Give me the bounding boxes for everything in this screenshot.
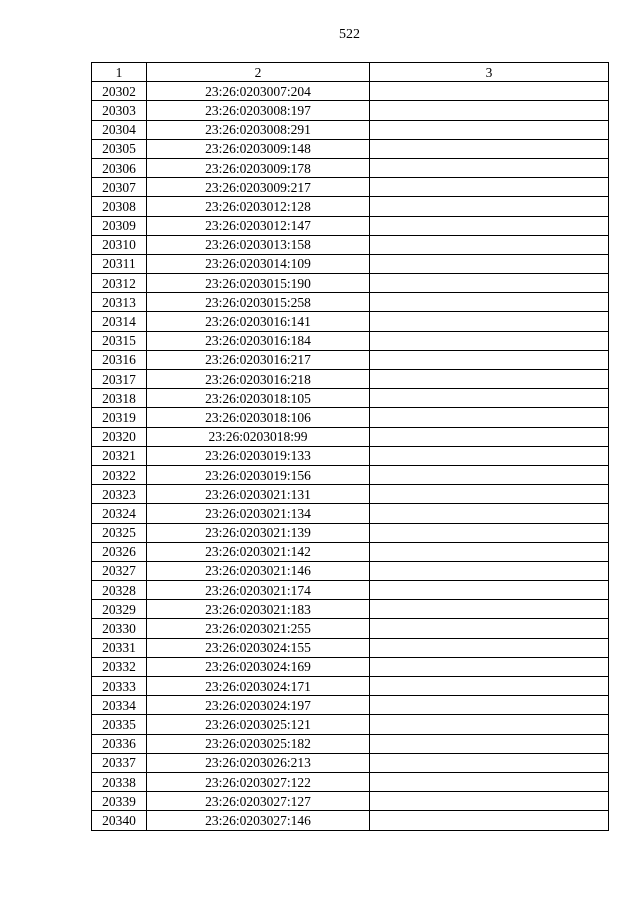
row-number-cell: 20305: [92, 139, 147, 158]
table-row: [92, 485, 609, 504]
cadastral-number-cell: 23:26:0203019:133: [147, 446, 370, 465]
table-row: [92, 638, 609, 657]
table-row: [92, 753, 609, 772]
cadastral-number-cell: 23:26:0203025:121: [147, 715, 370, 734]
notes-cell: [370, 561, 609, 580]
cadastral-number-cell: 23:26:0203016:184: [147, 331, 370, 350]
table-row: [92, 657, 609, 676]
table-row: [92, 446, 609, 465]
notes-cell: [370, 158, 609, 177]
row-number-cell: 20329: [92, 600, 147, 619]
notes-cell: [370, 178, 609, 197]
row-number-cell: 20308: [92, 197, 147, 216]
cadastral-number-cell: 23:26:0203014:109: [147, 254, 370, 273]
column-header-3: 3: [370, 63, 609, 82]
row-number-cell: 20304: [92, 120, 147, 139]
cadastral-number-cell: 23:26:0203021:174: [147, 581, 370, 600]
table-row: [92, 331, 609, 350]
row-number-cell: 20315: [92, 331, 147, 350]
cadastral-number-cell: 23:26:0203021:134: [147, 504, 370, 523]
row-number-cell: 20330: [92, 619, 147, 638]
notes-cell: [370, 715, 609, 734]
cadastral-number-cell: 23:26:0203027:122: [147, 772, 370, 791]
notes-cell: [370, 254, 609, 273]
notes-cell: [370, 792, 609, 811]
cadastral-number-cell: 23:26:0203025:182: [147, 734, 370, 753]
cadastral-number-cell: 23:26:0203024:197: [147, 696, 370, 715]
notes-cell: [370, 370, 609, 389]
notes-cell: [370, 677, 609, 696]
cadastral-number-cell: 23:26:0203007:204: [147, 82, 370, 101]
cadastral-number-cell: 23:26:0203027:127: [147, 792, 370, 811]
table-row: [92, 370, 609, 389]
row-number-cell: 20317: [92, 370, 147, 389]
table-row: [92, 581, 609, 600]
row-number-cell: 20314: [92, 312, 147, 331]
table-row: [92, 792, 609, 811]
row-number-cell: 20307: [92, 178, 147, 197]
table-row: [92, 465, 609, 484]
row-number-cell: 20306: [92, 158, 147, 177]
notes-cell: [370, 772, 609, 791]
row-number-cell: 20316: [92, 350, 147, 369]
notes-cell: [370, 446, 609, 465]
table-row: [92, 350, 609, 369]
cadastral-number-cell: 23:26:0203026:213: [147, 753, 370, 772]
cadastral-number-cell: 23:26:0203021:142: [147, 542, 370, 561]
row-number-cell: 20328: [92, 581, 147, 600]
row-number-cell: 20303: [92, 101, 147, 120]
notes-cell: [370, 389, 609, 408]
table-row: [92, 772, 609, 791]
notes-cell: [370, 465, 609, 484]
row-number-cell: 20333: [92, 677, 147, 696]
notes-cell: [370, 101, 609, 120]
notes-cell: [370, 331, 609, 350]
row-number-cell: 20327: [92, 561, 147, 580]
cadastral-number-cell: 23:26:0203009:178: [147, 158, 370, 177]
table-row: [92, 274, 609, 293]
cadastral-number-cell: 23:26:0203009:148: [147, 139, 370, 158]
notes-cell: [370, 120, 609, 139]
row-number-cell: 20325: [92, 523, 147, 542]
row-number-cell: 20331: [92, 638, 147, 657]
notes-cell: [370, 485, 609, 504]
table-row: [92, 408, 609, 427]
notes-cell: [370, 197, 609, 216]
table-row: [92, 696, 609, 715]
row-number-cell: 20318: [92, 389, 147, 408]
row-number-cell: 20322: [92, 465, 147, 484]
notes-cell: [370, 427, 609, 446]
table-row: [92, 120, 609, 139]
notes-cell: [370, 753, 609, 772]
table-row: [92, 504, 609, 523]
cadastral-number-cell: 23:26:0203009:217: [147, 178, 370, 197]
row-number-cell: 20332: [92, 657, 147, 676]
table-row: [92, 178, 609, 197]
table-row: [92, 235, 609, 254]
cadastral-number-cell: 23:26:0203021:183: [147, 600, 370, 619]
header-row: [92, 63, 609, 82]
cadastral-number-cell: 23:26:0203016:141: [147, 312, 370, 331]
cadastral-number-cell: 23:26:0203015:258: [147, 293, 370, 312]
row-number-cell: 20339: [92, 792, 147, 811]
notes-cell: [370, 811, 609, 830]
table-header: [92, 63, 609, 82]
notes-cell: [370, 350, 609, 369]
row-number-cell: 20326: [92, 542, 147, 561]
row-number-cell: 20312: [92, 274, 147, 293]
table-row: [92, 312, 609, 331]
page-number: 522: [339, 27, 360, 42]
row-number-cell: 20302: [92, 82, 147, 101]
row-number-cell: 20338: [92, 772, 147, 791]
row-number-cell: 20309: [92, 216, 147, 235]
cadastral-number-cell: 23:26:0203015:190: [147, 274, 370, 293]
row-number-cell: 20320: [92, 427, 147, 446]
table-row: [92, 216, 609, 235]
table-row: [92, 561, 609, 580]
table-row: [92, 389, 609, 408]
table-row: [92, 139, 609, 158]
row-number-cell: 20321: [92, 446, 147, 465]
table-row: [92, 158, 609, 177]
cadastral-number-cell: 23:26:0203008:197: [147, 101, 370, 120]
cadastral-number-cell: 23:26:0203024:171: [147, 677, 370, 696]
notes-cell: [370, 408, 609, 427]
notes-cell: [370, 82, 609, 101]
notes-cell: [370, 619, 609, 638]
row-number-cell: 20310: [92, 235, 147, 254]
cadastral-number-cell: 23:26:0203012:147: [147, 216, 370, 235]
notes-cell: [370, 293, 609, 312]
column-header-1: 1: [92, 63, 147, 82]
notes-cell: [370, 696, 609, 715]
cadastral-number-cell: 23:26:0203018:106: [147, 408, 370, 427]
notes-cell: [370, 312, 609, 331]
notes-cell: [370, 274, 609, 293]
notes-cell: [370, 657, 609, 676]
cadastral-number-cell: 23:26:0203016:217: [147, 350, 370, 369]
table-body: [92, 82, 609, 830]
notes-cell: [370, 542, 609, 561]
cadastral-number-cell: 23:26:0203027:146: [147, 811, 370, 830]
row-number-cell: 20311: [92, 254, 147, 273]
notes-cell: [370, 600, 609, 619]
notes-cell: [370, 139, 609, 158]
table-row: [92, 197, 609, 216]
notes-cell: [370, 504, 609, 523]
row-number-cell: 20335: [92, 715, 147, 734]
cadastral-number-cell: 23:26:0203024:155: [147, 638, 370, 657]
cadastral-number-cell: 23:26:0203016:218: [147, 370, 370, 389]
table-row: [92, 600, 609, 619]
table-row: [92, 82, 609, 101]
table-row: [92, 523, 609, 542]
table-row: [92, 101, 609, 120]
notes-cell: [370, 581, 609, 600]
cadastral-number-cell: 23:26:0203008:291: [147, 120, 370, 139]
registry-table: [91, 62, 609, 831]
table-row: [92, 542, 609, 561]
row-number-cell: 20336: [92, 734, 147, 753]
notes-cell: [370, 734, 609, 753]
table-row: [92, 427, 609, 446]
table-row: [92, 619, 609, 638]
cadastral-number-cell: 23:26:0203019:156: [147, 465, 370, 484]
row-number-cell: 20323: [92, 485, 147, 504]
row-number-cell: 20313: [92, 293, 147, 312]
table-row: [92, 715, 609, 734]
row-number-cell: 20340: [92, 811, 147, 830]
table-row: [92, 677, 609, 696]
cadastral-number-cell: 23:26:0203018:99: [147, 427, 370, 446]
cadastral-number-cell: 23:26:0203021:255: [147, 619, 370, 638]
cadastral-number-cell: 23:26:0203021:139: [147, 523, 370, 542]
row-number-cell: 20319: [92, 408, 147, 427]
table-row: [92, 734, 609, 753]
cadastral-number-cell: 23:26:0203024:169: [147, 657, 370, 676]
cadastral-number-cell: 23:26:0203013:158: [147, 235, 370, 254]
cadastral-number-cell: 23:26:0203012:128: [147, 197, 370, 216]
table-row: [92, 254, 609, 273]
table-row: [92, 811, 609, 830]
cadastral-number-cell: 23:26:0203021:131: [147, 485, 370, 504]
column-header-2: 2: [147, 63, 370, 82]
row-number-cell: 20334: [92, 696, 147, 715]
cadastral-number-cell: 23:26:0203018:105: [147, 389, 370, 408]
table-row: [92, 293, 609, 312]
notes-cell: [370, 216, 609, 235]
notes-cell: [370, 523, 609, 542]
notes-cell: [370, 235, 609, 254]
notes-cell: [370, 638, 609, 657]
row-number-cell: 20324: [92, 504, 147, 523]
row-number-cell: 20337: [92, 753, 147, 772]
cadastral-number-cell: 23:26:0203021:146: [147, 561, 370, 580]
